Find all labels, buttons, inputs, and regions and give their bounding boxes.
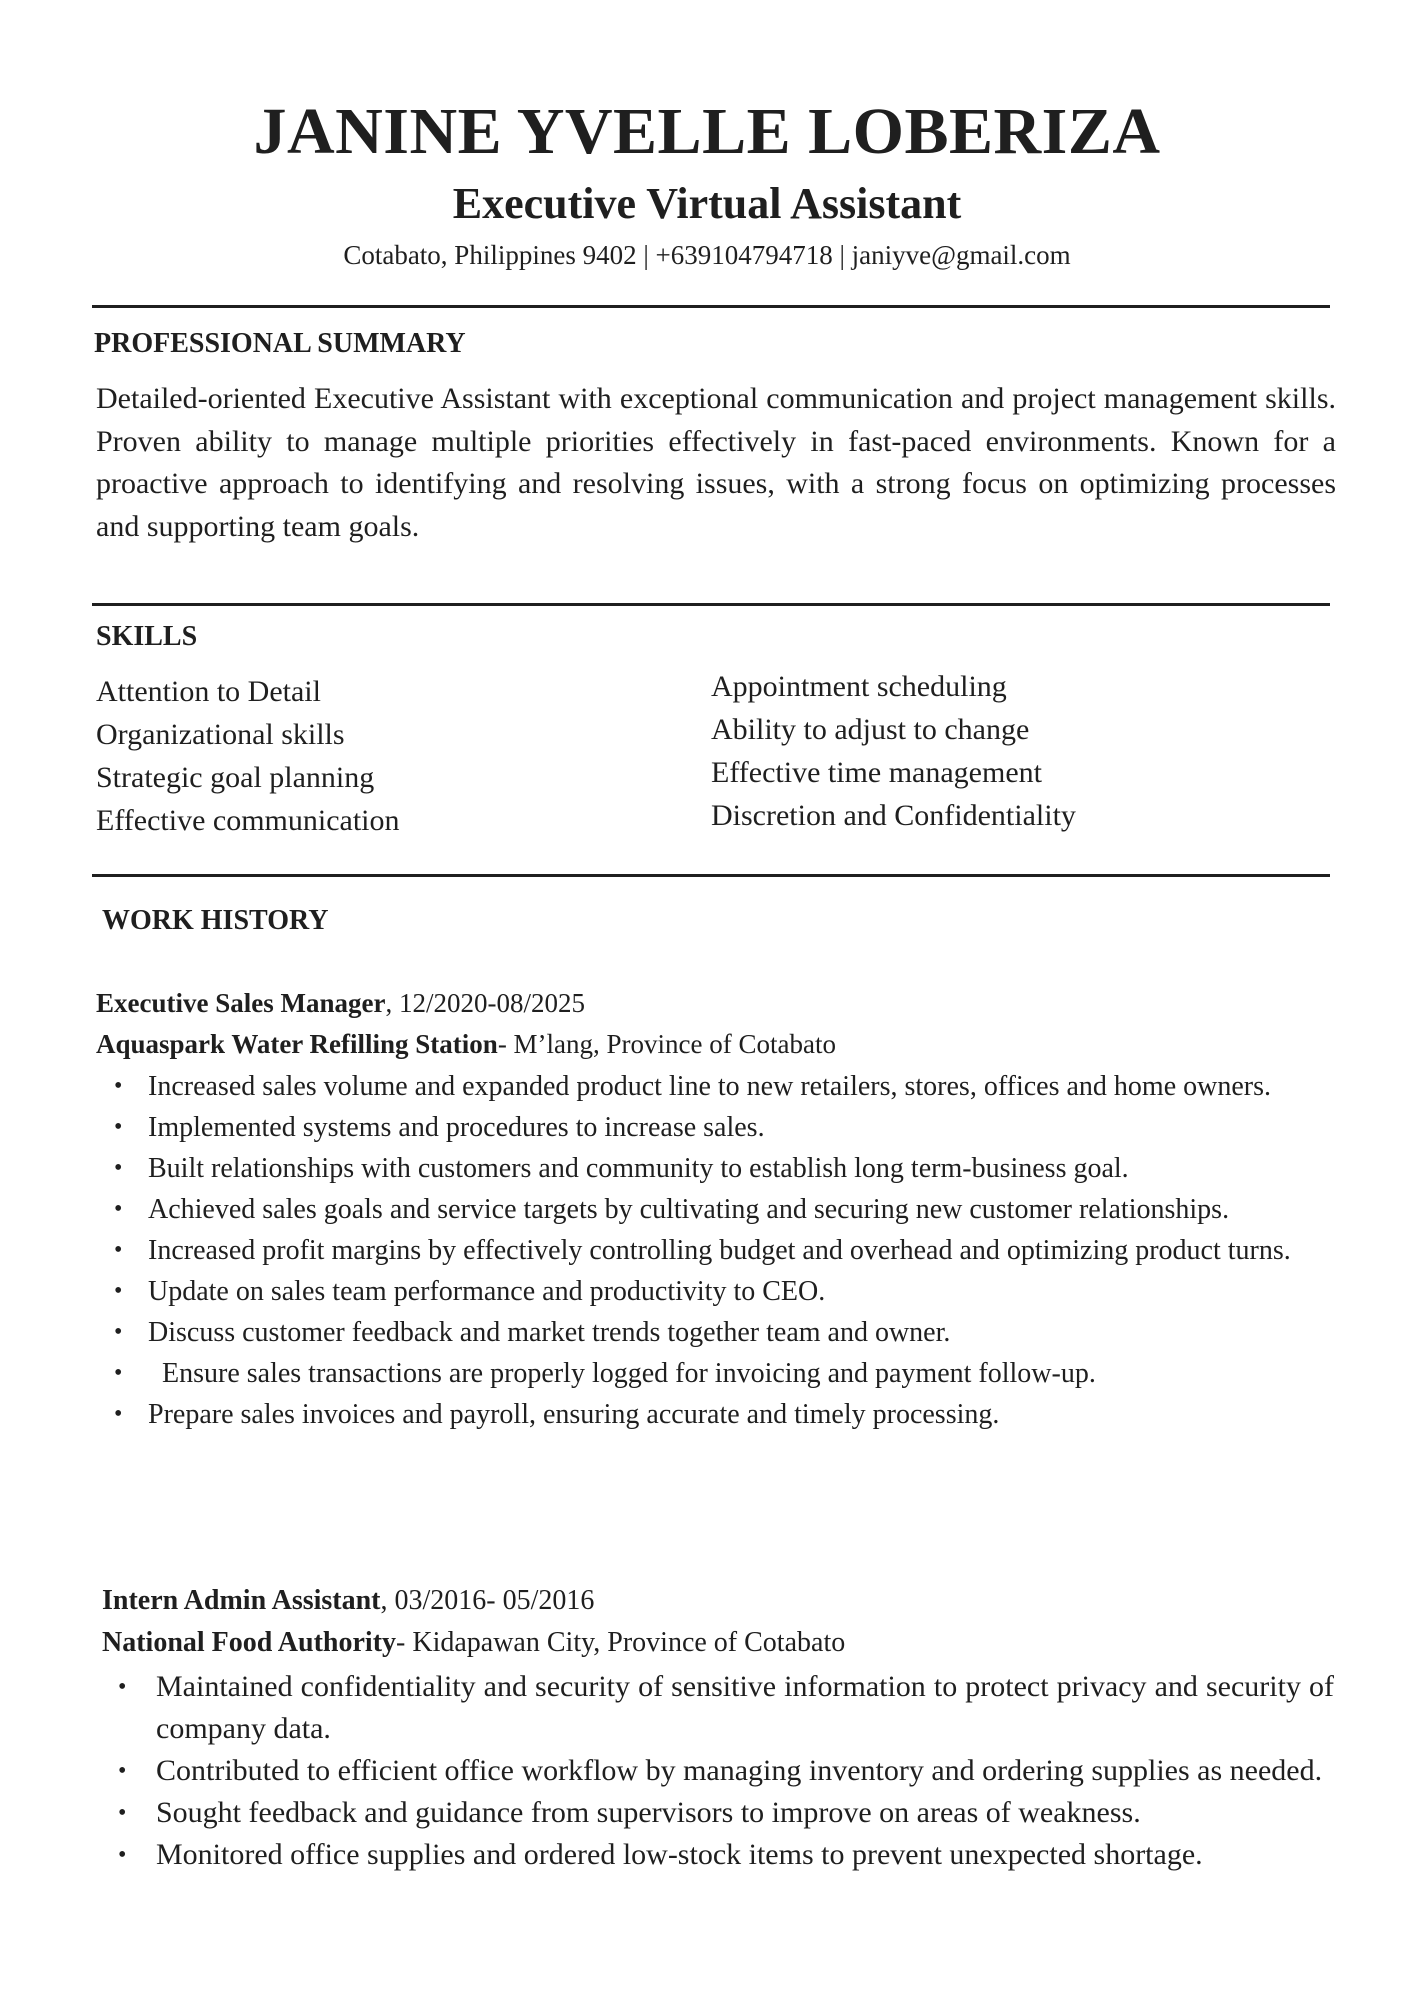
bullet-item: • Achieved sales goals and service targets by cultivating and securing new customer relationships. [96,1189,1328,1230]
skill-item: Ability to adjust to change [711,713,1030,746]
job-company-line [96,1027,836,1061]
skills-heading: SKILLS [96,621,198,652]
job-title: Executive Virtual Assistant [452,179,962,228]
bullet-item: • Contributed to efficient office workflow by managing inventory and ordering supplies as needed. [100,1750,1334,1792]
bullet-icon: • [118,1842,127,1868]
skill-item: Discretion and Confidentiality [711,799,1076,832]
skill-item: Effective communication [96,804,400,837]
bullet-icon: • [114,1155,123,1181]
bullet-item: • Built relationships with customers and community to establish long term-business goal. [96,1148,1328,1189]
bullet-icon: • [114,1073,123,1099]
bullet-icon: • [114,1401,123,1427]
job-bullets [96,1066,1328,1435]
skill-item: Attention to Detail [96,675,321,708]
job-dates: , 12/2020-08/2025 [385,988,585,1018]
job-company: National Food Authority [102,1627,397,1658]
bullet-item: • Monitored office supplies and ordered low-stock items to prevent unexpected shortage. [100,1834,1334,1876]
bullet-icon: • [114,1278,123,1304]
bullet-icon: • [118,1758,127,1784]
skill-item: Appointment scheduling [711,670,1007,703]
contact-line: Cotabato, Philippines 9402 | +639104794718 | janiyve@gmail.com [343,240,1071,270]
job-heading [96,986,585,1020]
bullet-icon: • [114,1237,123,1263]
bullet-icon: • [114,1319,123,1345]
summary-heading: PROFESSIONAL SUMMARY [94,328,466,359]
job-bullets [100,1666,1334,1876]
bullet-item: • Maintained confidentiality and security of sensitive information to protect privacy and security of company data. [100,1666,1334,1750]
bullet-item: • Ensure sales transactions are properly logged for invoicing and payment follow-up. [96,1353,1328,1394]
skill-item: Effective time management [711,756,1042,789]
bullet-icon: • [114,1360,123,1386]
bullet-icon: • [114,1114,123,1140]
job-role: Intern Admin Assistant [102,1585,381,1616]
divider [92,874,1330,877]
bullet-item: • Sought feedback and guidance from supervisors to improve on areas of weakness. [100,1792,1334,1834]
job-location: - M’lang, Province of Cotabato [497,1029,836,1059]
job-dates: , 03/2016- 05/2016 [380,1585,595,1616]
job-location: - Kidapawan City, Province of Cotabato [396,1627,846,1658]
job-heading [102,1584,594,1618]
skill-item: Organizational skills [96,718,345,751]
bullet-item: • Increased profit margins by effectively controlling budget and overhead and optimizing product turns. [96,1230,1328,1271]
bullet-item: • Implemented systems and procedures to increase sales. [96,1107,1328,1148]
skills-left-column [96,670,400,842]
divider [92,603,1330,606]
bullet-icon: • [118,1674,127,1700]
skill-item: Strategic goal planning [96,761,375,794]
job-company: Aquaspark Water Refilling Station [96,1029,498,1059]
bullet-item: • Update on sales team performance and productivity to CEO. [96,1271,1328,1312]
job-role: Executive Sales Manager [96,988,386,1018]
bullet-icon: • [114,1196,123,1222]
bullet-item: • Increased sales volume and expanded product line to new retailers, stores, offices and home owners. [96,1066,1328,1107]
bullet-item: • Prepare sales invoices and payroll, ensuring accurate and timely processing. [96,1394,1328,1435]
summary-text: Detailed-oriented Executive Assistant with exceptional communication and project management skills. Proven ability to manage multiple priorities effectively in fast-paced environments. Known for a proactive approach to identifying and resolving issues, with a strong focus on optimizing processes and supporting team goals. [96,382,1336,543]
job-company-line [102,1626,845,1660]
work-history-heading: WORK HISTORY [102,905,329,936]
bullet-icon: • [118,1800,127,1826]
skills-right-column [711,665,1076,837]
candidate-name: JANINE YVELLE LOBERIZA [253,95,1161,168]
bullet-item: • Discuss customer feedback and market trends together team and owner. [96,1312,1328,1353]
divider [92,305,1330,308]
